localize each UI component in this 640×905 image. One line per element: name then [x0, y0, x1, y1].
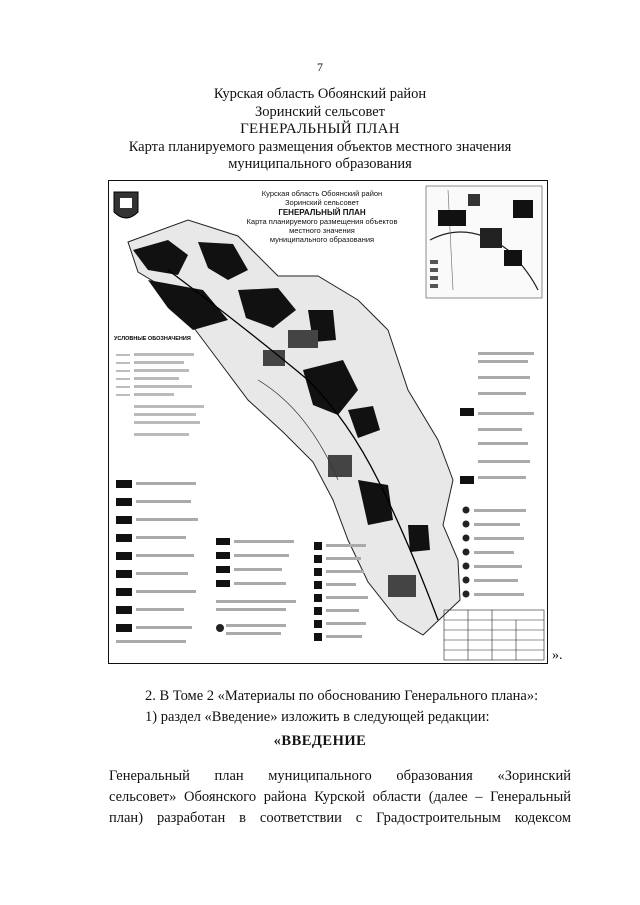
item-2-text: 2. В Томе 2 «Материалы по обоснованию Генерального плана»: — [145, 688, 539, 704]
map-title-plan: ГЕНЕРАЛЬНЫЙ ПЛАН — [278, 208, 366, 217]
closing-quote: ». — [552, 648, 563, 663]
map-title-region: Курская область Обоянский район — [261, 189, 383, 198]
map-title-line4: Карта планируемого размещения объектов — [246, 217, 398, 226]
heading-region: Курская область Обоянский район — [213, 86, 427, 102]
inset-map — [426, 186, 542, 298]
paragraph-line-2: сельсовет» Обоянского района Курской области (далее – Генеральный — [109, 789, 571, 805]
map-title-line5: местного значения — [289, 226, 355, 235]
document-heading — [0, 86, 640, 174]
legend-title: УСЛОВНЫЕ ОБОЗНАЧЕНИЯ — [114, 336, 191, 342]
paragraph-line-3: план) разработан в соответствии с Градостроительным кодексом — [109, 810, 571, 826]
paragraph-line-1: Генеральный план муниципального образования «Зоринский — [109, 768, 571, 784]
general-plan-map — [108, 180, 548, 664]
heading-map-title: Карта планируемого размещения объектов местного значения — [128, 138, 512, 155]
item-2-1-text: 1) раздел «Введение» изложить в следующей редакции: — [145, 709, 490, 725]
map-title-line6: муниципального образования — [269, 235, 375, 244]
map-title-council: Зоринский сельсовет — [285, 198, 359, 207]
page-number: 7 — [317, 60, 323, 74]
heading-council: Зоринский сельсовет — [254, 103, 386, 120]
section-title: «ВВЕДЕНИЕ — [273, 733, 367, 749]
heading-map-subtitle: муниципального образования — [228, 156, 412, 172]
heading-plan: ГЕНЕРАЛЬНЫЙ ПЛАН — [240, 121, 400, 137]
coat-of-arms-icon — [114, 192, 138, 218]
